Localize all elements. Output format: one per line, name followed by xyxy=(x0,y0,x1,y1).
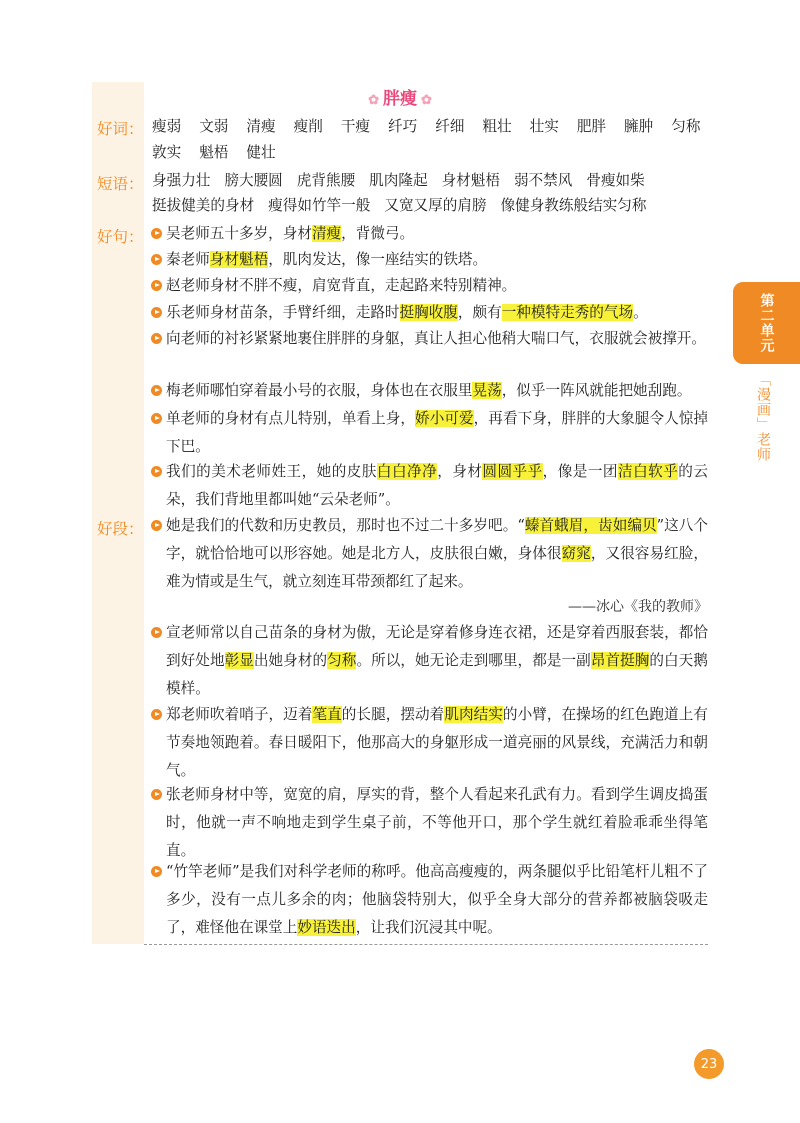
phrases-line-2 xyxy=(152,193,708,219)
item-text xyxy=(152,272,708,300)
highlighted-phrase: 挺胸收腹 xyxy=(399,304,458,321)
item-text xyxy=(152,858,708,942)
text-segment: ，再看下身，胖胖的大象腿令人惊掉下巴。 xyxy=(166,410,708,455)
sentence-item xyxy=(152,458,708,514)
sentence-item xyxy=(152,246,708,274)
paragraph-item xyxy=(152,512,708,596)
bullet-icon xyxy=(151,466,162,477)
sentence-item xyxy=(152,325,708,353)
highlighted-phrase: 笔直 xyxy=(312,706,342,723)
highlighted-phrase: 昂首挺胸 xyxy=(590,652,650,669)
paragraph-item xyxy=(152,781,708,865)
highlighted-phrase: 娇小可爱 xyxy=(415,410,474,427)
flower-icon: ✿ xyxy=(421,93,432,108)
text-segment: 宣老师常以自己苗条的身材为傲，无论是穿着修身连衣裙，还是穿着西服套装，都恰到好处地 xyxy=(166,624,708,669)
vocab-term: 匀称 xyxy=(671,118,701,135)
item-text xyxy=(152,325,708,353)
item-text xyxy=(152,781,708,865)
highlighted-phrase: 螓首蛾眉，齿如编贝 xyxy=(524,517,657,534)
bullet-icon xyxy=(151,413,162,424)
vocab-term: 瘦削 xyxy=(293,118,323,135)
text-segment: ，颇有 xyxy=(457,304,502,321)
vocab-term: 臃肿 xyxy=(624,118,654,135)
text-segment: 秦老师 xyxy=(166,251,210,268)
vocab-term: 瘦弱 xyxy=(152,118,182,135)
text-segment: ，让我们沉浸其中呢。 xyxy=(355,919,502,936)
highlighted-phrase: 白白净净 xyxy=(376,463,438,480)
text-segment: 向老师的衬衫紧紧地裹住胖胖的身躯，真让人担心他稍大喘口气，衣服就会被撑开。 xyxy=(166,330,706,347)
vocab-term: 骨瘦如柴 xyxy=(586,172,645,189)
item-text xyxy=(152,458,708,514)
text-segment: 张老师身材中等，宽宽的肩，厚实的背，整个人看起来孔武有力。看到学生调皮捣蛋时，他就一声不响地走到学生桌子前，不等他开口，那个学生就红着脸乖乖坐得笔直。 xyxy=(166,786,708,859)
phrases-line-1 xyxy=(152,168,708,194)
vocab-term: 瘦得如竹竿一般 xyxy=(268,197,371,214)
text-segment: 的长腿，摆动着 xyxy=(341,706,445,723)
highlighted-phrase: 身材魁梧 xyxy=(209,251,269,268)
item-text xyxy=(152,246,708,274)
item-text xyxy=(152,405,708,461)
text-segment: ，背微弓。 xyxy=(341,225,415,242)
page-title: ✿ 胖瘦 ✿ xyxy=(368,89,432,109)
paragraph-item xyxy=(152,701,708,785)
highlighted-phrase: 肌肉结实 xyxy=(444,706,503,723)
vocab-term: 膀大腰圆 xyxy=(224,172,283,189)
text-segment: 我们的美术老师姓王，她的皮肤 xyxy=(166,463,377,480)
lesson-side-label: 「漫画」老师 xyxy=(755,372,771,462)
vocab-term: 身材魁梧 xyxy=(441,172,500,189)
bullet-icon xyxy=(151,228,162,239)
highlighted-phrase: 匀称 xyxy=(327,652,357,669)
label-good-sentences: 好句： xyxy=(97,228,144,246)
sentence-item xyxy=(152,377,708,405)
highlighted-phrase: 彰显 xyxy=(224,652,254,669)
text-segment: 吴老师五十多岁，身材 xyxy=(166,225,312,242)
text-segment: 的云朵，我们背地里都叫她“云朵老师”。 xyxy=(166,463,708,508)
sentence-item xyxy=(152,299,708,327)
bullet-icon xyxy=(151,520,162,531)
text-segment: ，身材 xyxy=(437,463,483,480)
flower-icon: ✿ xyxy=(368,93,379,108)
text-segment: 出她身材的 xyxy=(253,652,328,669)
vocab-term: 像健身教练般结实匀称 xyxy=(500,197,647,214)
label-phrases: 短语： xyxy=(97,175,144,193)
paragraph-item xyxy=(152,858,708,942)
sentence-item xyxy=(152,220,708,248)
quote-attribution: ——冰心《我的教师》 xyxy=(568,599,708,615)
bullet-icon xyxy=(151,280,162,291)
vocab-term: 文弱 xyxy=(199,118,229,135)
text-segment: ，像是一团 xyxy=(542,463,618,480)
highlighted-phrase: 妙语迭出 xyxy=(297,919,356,936)
item-text xyxy=(152,701,708,785)
bullet-icon xyxy=(151,385,162,396)
item-text xyxy=(152,512,708,596)
vocab-term: 纤细 xyxy=(435,118,465,135)
paragraph-item xyxy=(152,619,708,703)
bullet-icon xyxy=(151,866,162,877)
vocab-term: 纤巧 xyxy=(388,118,418,135)
unit-label: 第二单元 xyxy=(758,293,775,353)
text-segment: ”这八个字，就恰恰地可以形容她。她是北方人，皮肤很白嫩，身体很 xyxy=(166,517,708,562)
vocab-term: 魁梧 xyxy=(199,144,229,161)
highlighted-phrase: 洁白软乎 xyxy=(618,463,679,480)
text-segment: ，肌肉发达，像一座结实的铁塔。 xyxy=(268,251,488,268)
vocab-term: 肌肉隆起 xyxy=(369,172,428,189)
text-segment: “竹竿老师”是我们对科学老师的称呼。他高高瘦瘦的，两条腿似乎比铅笔杆儿粗不了多少，没有一点儿多余的肉；他脑袋特别大，似乎全身大部分的营养都被脑袋吸走了，难怪他在课堂上 xyxy=(166,863,708,936)
item-text xyxy=(152,619,708,703)
label-good-words: 好词： xyxy=(97,120,144,138)
highlighted-phrase: 圆圆乎乎 xyxy=(482,463,543,480)
bullet-icon xyxy=(151,627,162,638)
vocab-term: 健壮 xyxy=(246,144,276,161)
text-segment: 。所以，她无论走到哪里，都是一副 xyxy=(356,652,591,669)
label-good-paragraphs: 好段： xyxy=(97,520,144,538)
bullet-icon xyxy=(151,789,162,800)
good-words-line-2 xyxy=(152,140,708,166)
sentence-item xyxy=(152,405,708,461)
text-segment: 。 xyxy=(633,304,648,321)
text-segment: ，似乎一阵风就能把她刮跑。 xyxy=(501,382,692,399)
good-words-line-1 xyxy=(152,114,708,140)
sentence-item xyxy=(152,272,708,300)
highlighted-phrase: 晃荡 xyxy=(472,382,502,399)
bullet-icon xyxy=(151,307,162,318)
vocab-term: 虎背熊腰 xyxy=(296,172,356,189)
vocab-term: 弱不禁风 xyxy=(513,172,573,189)
item-text xyxy=(152,220,708,248)
vocab-term: 又宽又厚的肩膀 xyxy=(384,197,487,214)
bullet-icon xyxy=(151,333,162,344)
item-text xyxy=(152,299,708,327)
label-column-background xyxy=(92,82,144,944)
unit-side-tab xyxy=(733,282,800,364)
text-segment: ，又很容易红脸，难为情或是生气，就立刻连耳带颈都红了起来。 xyxy=(166,545,708,590)
item-text xyxy=(152,377,708,405)
bullet-icon xyxy=(151,254,162,265)
vocab-term: 壮实 xyxy=(529,118,559,135)
vocab-term: 身强力壮 xyxy=(152,172,211,189)
highlighted-phrase: 清瘦 xyxy=(311,225,342,242)
page-number: 23 xyxy=(694,1049,724,1079)
bullet-icon xyxy=(151,709,162,720)
text-segment: 她是我们的代数和历史教员，那时也不过二十多岁吧。“ xyxy=(166,517,525,534)
highlighted-phrase: 一种模特走秀的气场 xyxy=(501,304,634,321)
vocab-term: 粗壮 xyxy=(482,118,512,135)
vocab-term: 挺拔健美的身材 xyxy=(152,197,255,214)
text-segment: 乐老师身材苗条，手臂纤细，走路时 xyxy=(166,304,400,321)
vocab-term: 肥胖 xyxy=(576,118,607,135)
text-segment: 赵老师身材不胖不瘦，肩宽背直，走起路来特别精神。 xyxy=(166,277,517,294)
section-divider xyxy=(144,944,708,945)
vocab-term: 干瘦 xyxy=(340,118,371,135)
text-segment: 单老师的身材有点儿特别，单看上身， xyxy=(166,410,416,427)
text-segment: 梅老师哪怕穿着最小号的衣服，身体也在衣服里 xyxy=(166,382,473,399)
vocab-term: 清瘦 xyxy=(246,118,276,135)
vocab-term: 敦实 xyxy=(152,144,182,161)
text-segment: 的白天鹅模样。 xyxy=(166,652,708,697)
text-segment: 的小臂，在操场的红色跑道上有节奏地领跑着。春日暖阳下，他那高大的身躯形成一道亮丽的风景线，充满活力和朝气。 xyxy=(166,706,708,779)
highlighted-phrase: 窈窕 xyxy=(561,545,591,562)
text-segment: 郑老师吹着哨子，迈着 xyxy=(166,706,313,723)
